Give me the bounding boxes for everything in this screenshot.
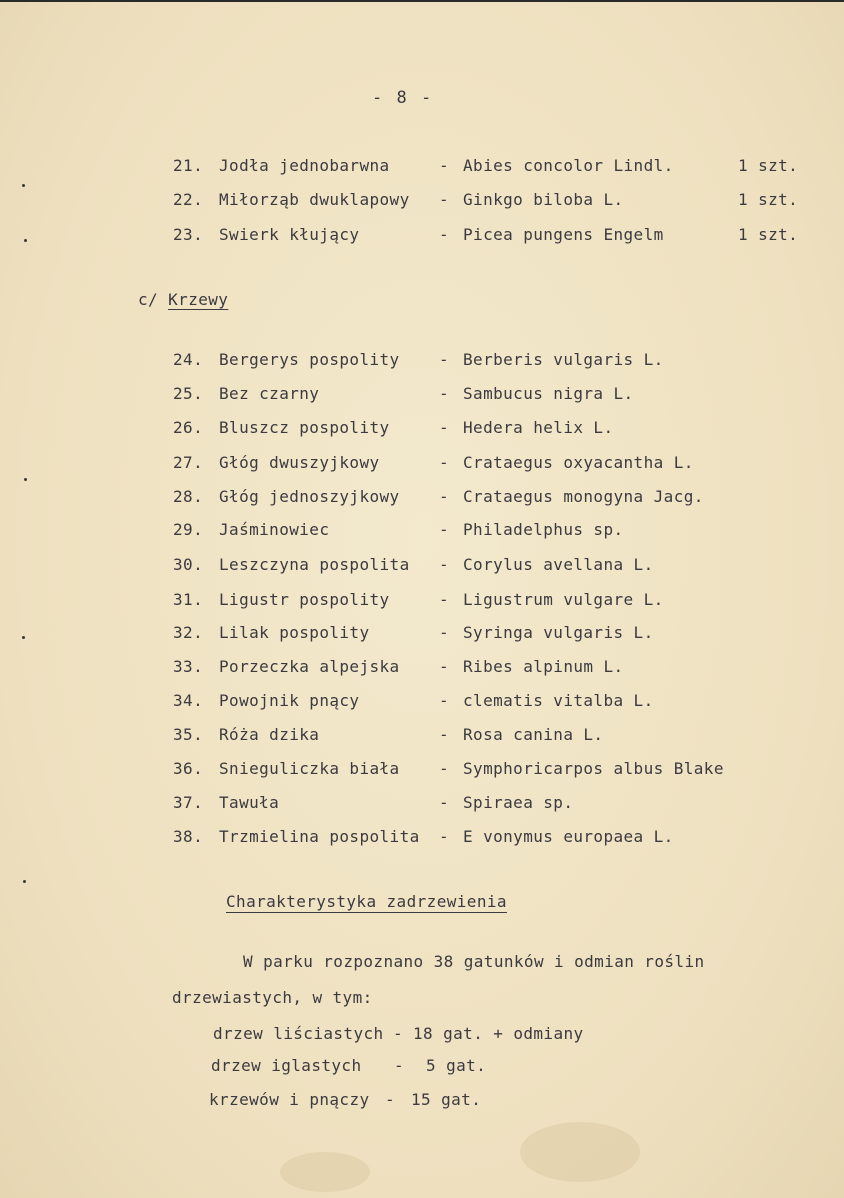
polish-name: Bergerys pospolity [219,350,400,369]
separator-dash: - [439,623,450,642]
shrub-row [0,487,844,509]
section-prefix: c/ [138,290,159,309]
separator-dash: - [439,759,450,778]
breakdown-value: 5 gat. [426,1056,487,1075]
breakdown-item [213,1024,633,1046]
separator-dash: - [439,156,450,175]
polish-name: Swierk kłujący [219,225,360,244]
polish-name: Bluszcz pospolity [219,418,390,437]
item-number: 24. [173,350,204,369]
shrub-row [0,520,844,542]
separator-dash: - [439,487,450,506]
polish-name: Snieguliczka biała [219,759,400,778]
separator-dash: - [394,1056,405,1075]
shrub-row [0,555,844,577]
latin-name: Corylus avellana L. [463,555,654,574]
paper-stain [520,1122,640,1182]
separator-dash: - [439,793,450,812]
item-number: 22. [173,190,204,209]
shrub-row [0,590,844,612]
shrub-row [0,384,844,406]
shrub-row [0,691,844,713]
item-number: 29. [173,520,204,539]
separator-dash: - [439,520,450,539]
shrub-row [0,418,844,440]
item-number: 36. [173,759,204,778]
latin-name: clematis vitalba L. [463,691,654,710]
breakdown-item [209,1090,629,1112]
latin-name: Rosa canina L. [463,725,604,744]
latin-name: Ginkgo biloba L. [463,190,624,209]
latin-name: Ligustrum vulgare L. [463,590,664,609]
item-number: 38. [173,827,204,846]
polish-name: Miłorząb dwuklapowy [219,190,410,209]
separator-dash: - [439,725,450,744]
shrub-row [0,623,844,645]
latin-name: Crataegus monogyna Jacg. [463,487,704,506]
polish-name: Głóg dwuszyjkowy [219,453,380,472]
polish-name: Ligustr pospolity [219,590,390,609]
section-title: Krzewy [168,290,229,309]
latin-name: Hedera helix L. [463,418,614,437]
item-number: 25. [173,384,204,403]
breakdown-label: drzew liściastych [213,1024,384,1043]
separator-dash: - [439,827,450,846]
item-number: 31. [173,590,204,609]
latin-name: E vonymus europaea L. [463,827,674,846]
latin-name: Crataegus oxyacantha L. [463,453,694,472]
polish-name: Leszczyna pospolita [219,555,410,574]
page-number: - 8 - [372,88,434,108]
paper-spot [23,880,26,883]
latin-name: Spiraea sp. [463,793,574,812]
polish-name: Tawuła [219,793,280,812]
characteristics-heading: Charakterystyka zadrzewienia [226,892,507,911]
paper-spot [24,478,27,481]
item-number: 34. [173,691,204,710]
latin-name: Picea pungens Engelm [463,225,664,244]
latin-name: Berberis vulgaris L. [463,350,664,369]
separator-dash: - [439,418,450,437]
polish-name: Bez czarny [219,384,320,403]
shrub-row [0,657,844,679]
separator-dash: - [385,1090,396,1109]
item-number: 27. [173,453,204,472]
tree-row [0,225,844,247]
latin-name: Ribes alpinum L. [463,657,624,676]
separator-dash: - [439,555,450,574]
paragraph-line-1: W parku rozpoznano 38 gatunków i odmian roślin [243,952,705,971]
item-number: 37. [173,793,204,812]
shrub-row [0,725,844,747]
polish-name: Jodła jednobarwna [219,156,390,175]
polish-name: Powojnik pnący [219,691,360,710]
paper-stain [280,1152,370,1192]
item-number: 23. [173,225,204,244]
breakdown-value: 15 gat. [411,1090,482,1109]
separator-dash: - [393,1024,404,1043]
shrub-row [0,453,844,475]
latin-name: Sambucus nigra L. [463,384,634,403]
polish-name: Porzeczka alpejska [219,657,400,676]
shrub-row [0,759,844,781]
item-number: 32. [173,623,204,642]
separator-dash: - [439,453,450,472]
breakdown-label: drzew iglastych [211,1056,362,1075]
paragraph-line-2: drzewiastych, w tym: [172,988,373,1007]
polish-name: Trzmielina pospolita [219,827,420,846]
quantity: 1 szt. [738,190,799,209]
item-number: 35. [173,725,204,744]
separator-dash: - [439,657,450,676]
polish-name: Lilak pospolity [219,623,370,642]
shrub-row [0,350,844,372]
latin-name: Philadelphus sp. [463,520,624,539]
item-number: 33. [173,657,204,676]
latin-name: Symphoricarpos albus Blake [463,759,724,778]
item-number: 26. [173,418,204,437]
polish-name: Róża dzika [219,725,320,744]
polish-name: Jaśminowiec [219,520,330,539]
quantity: 1 szt. [738,225,799,244]
paper-spot [22,184,25,187]
separator-dash: - [439,384,450,403]
separator-dash: - [439,350,450,369]
latin-name: Syringa vulgaris L. [463,623,654,642]
quantity: 1 szt. [738,156,799,175]
separator-dash: - [439,225,450,244]
polish-name: Głóg jednoszyjkowy [219,487,400,506]
section-heading [138,290,228,309]
tree-row [0,156,844,178]
separator-dash: - [439,590,450,609]
item-number: 21. [173,156,204,175]
breakdown-value: 18 gat. + odmiany [413,1024,584,1043]
item-number: 28. [173,487,204,506]
breakdown-label: krzewów i pnączy [209,1090,370,1109]
separator-dash: - [439,691,450,710]
separator-dash: - [439,190,450,209]
tree-row [0,190,844,212]
breakdown-item [211,1056,631,1078]
shrub-row [0,793,844,815]
latin-name: Abies concolor Lindl. [463,156,674,175]
item-number: 30. [173,555,204,574]
shrub-row [0,827,844,849]
